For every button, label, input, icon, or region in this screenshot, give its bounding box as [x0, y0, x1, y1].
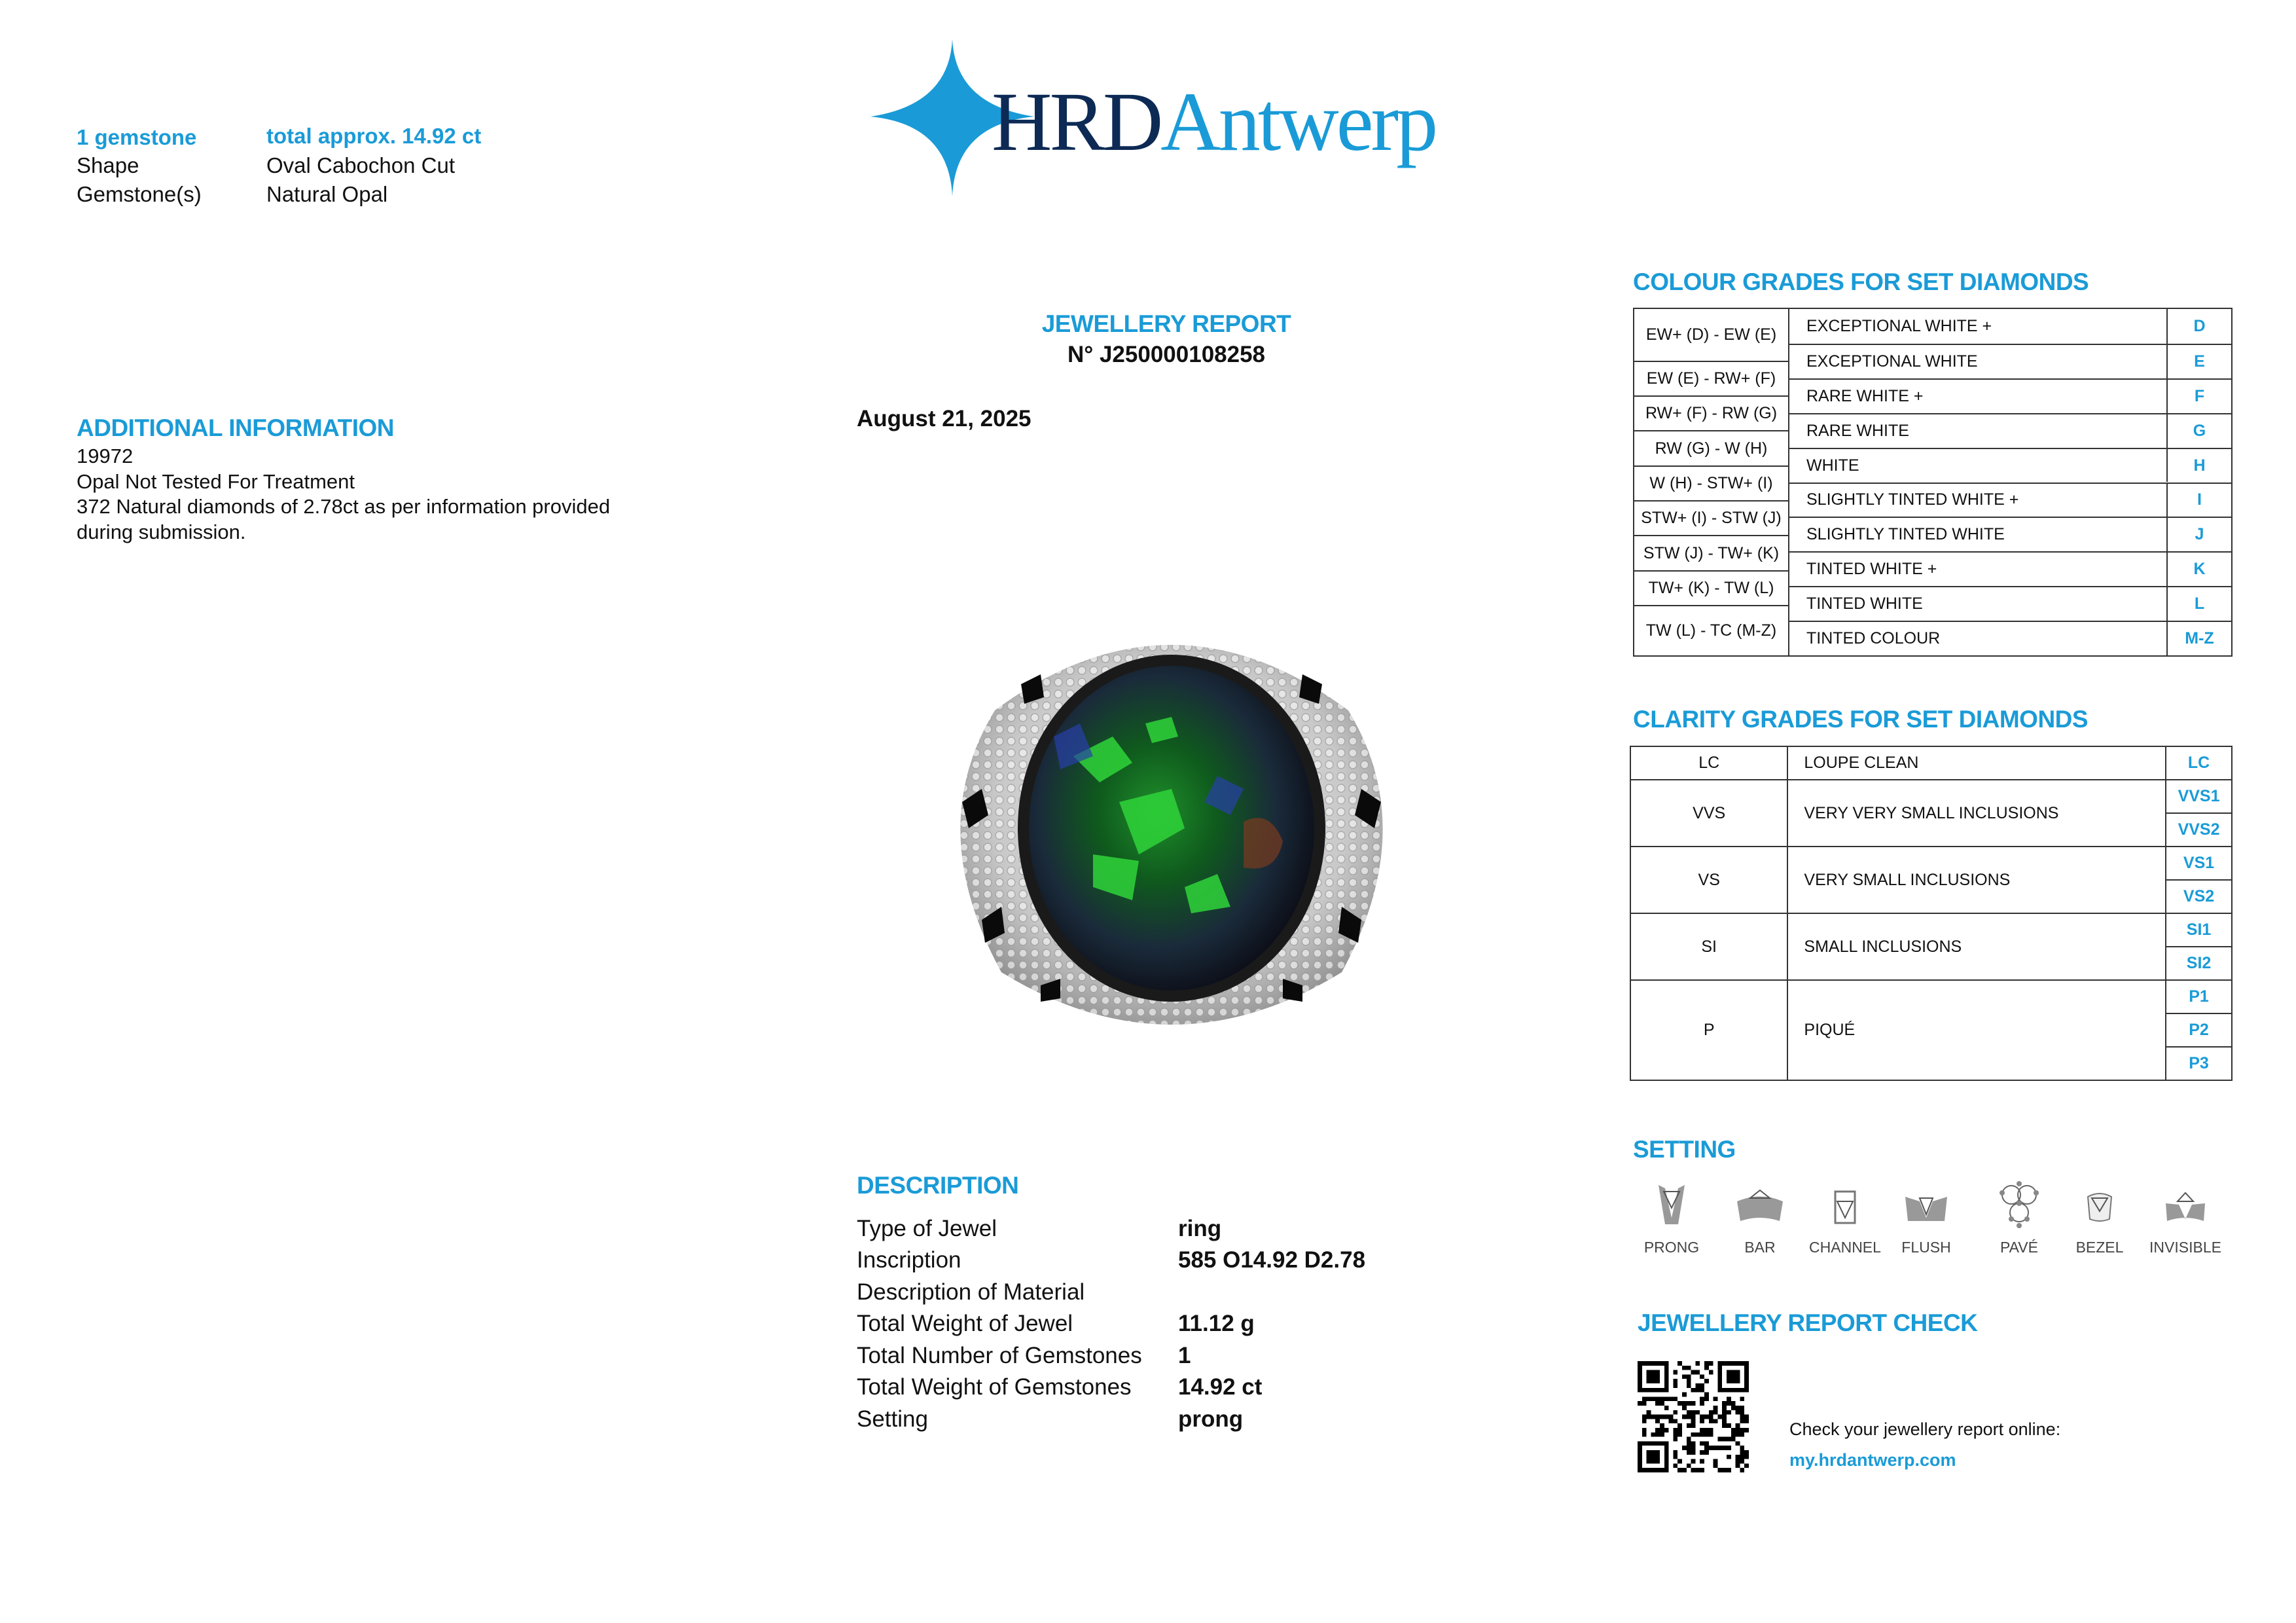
colour-grade-code: F [2168, 378, 2231, 413]
colour-grade-name: SLIGHTLY TINTED WHITE [1789, 517, 2168, 551]
setting-bezel-icon [2073, 1178, 2126, 1231]
clarity-short: LC [1630, 746, 1787, 780]
description-label: Type of Jewel [857, 1216, 997, 1241]
colour-grades-table [1633, 308, 2233, 657]
colour-grade-name: TINTED WHITE [1789, 586, 2168, 621]
gemstone-total: total approx. 14.92 ct [266, 124, 482, 148]
setting-type-pave [1980, 1178, 2058, 1256]
description-row [857, 1343, 1191, 1369]
colour-grade-code: K [2168, 551, 2231, 586]
report-check-link[interactable]: my.hrdantwerp.com [1789, 1450, 1956, 1470]
colour-range: W (H) - STW+ (I) [1634, 465, 1789, 500]
ring-photo [923, 606, 1420, 1057]
clarity-short: VVS [1630, 780, 1787, 847]
colour-grade-name: SLIGHTLY TINTED WHITE + [1789, 483, 2168, 517]
setting-bar-icon [1734, 1178, 1786, 1231]
clarity-grades-title: CLARITY GRADES FOR SET DIAMONDS [1633, 706, 2089, 733]
setting-label: PRONG [1643, 1239, 1700, 1256]
colour-grade-name: RARE WHITE [1789, 413, 2168, 448]
colour-grade-code: L [2168, 586, 2231, 621]
description-value: prong [1178, 1406, 1244, 1432]
logo-text-antwerp: Antwerp [1160, 75, 1436, 168]
description-row [857, 1374, 1263, 1400]
setting-label: BAR [1744, 1239, 1776, 1256]
description-row [857, 1247, 1366, 1273]
colour-grade-name: WHITE [1789, 448, 2168, 483]
setting-label: PAVÉ [2000, 1239, 2038, 1256]
colour-grade-name: TINTED COLOUR [1789, 621, 2168, 655]
logo-text-hrd: HRD [992, 75, 1161, 168]
shape-value: Oval Cabochon Cut [266, 153, 455, 177]
colour-range: EW+ (D) - EW (E) [1634, 309, 1789, 361]
description-row [857, 1406, 1244, 1432]
qr-code-icon [1638, 1361, 1749, 1472]
description-value: 1 [1178, 1343, 1191, 1368]
colour-grade-name: EXCEPTIONAL WHITE [1789, 344, 2168, 378]
description-row [857, 1279, 1085, 1305]
clarity-code: VVS2 [2166, 813, 2232, 847]
clarity-code: SI2 [2166, 947, 2232, 980]
clarity-name: SMALL INCLUSIONS [1787, 913, 2166, 980]
colour-grade-name: RARE WHITE + [1789, 378, 2168, 413]
colour-grade-name: TINTED WHITE + [1789, 551, 2168, 586]
setting-pave-icon [1993, 1178, 2045, 1231]
description-label: Total Number of Gemstones [857, 1343, 1142, 1368]
colour-grade-code: E [2168, 344, 2231, 378]
description-title: DESCRIPTION [857, 1172, 1019, 1199]
clarity-name: LOUPE CLEAN [1787, 746, 2166, 780]
clarity-code: P2 [2166, 1013, 2232, 1047]
clarity-code: P1 [2166, 980, 2232, 1013]
description-label: Inscription [857, 1247, 961, 1273]
description-label: Total Weight of Jewel [857, 1311, 1073, 1336]
setting-label: CHANNEL [1809, 1239, 1881, 1256]
colour-grade-code: I [2168, 483, 2231, 517]
clarity-short: P [1630, 980, 1787, 1080]
colour-grade-name: EXCEPTIONAL WHITE + [1789, 309, 2168, 344]
clarity-code: VVS1 [2166, 780, 2232, 813]
shape-label: Shape [77, 153, 139, 177]
colour-grade-code: G [2168, 413, 2231, 448]
setting-type-bezel [2060, 1178, 2139, 1256]
report-date: August 21, 2025 [857, 406, 1031, 431]
description-label: Description of Material [857, 1279, 1085, 1305]
description-label: Total Weight of Gemstones [857, 1374, 1132, 1400]
clarity-grades-table [1630, 746, 2233, 1081]
colour-grade-code: D [2193, 316, 2206, 335]
setting-title: SETTING [1633, 1136, 1736, 1163]
colour-range: TW+ (K) - TW (L) [1634, 570, 1789, 605]
colour-range: STW+ (I) - STW (J) [1634, 500, 1789, 535]
colour-range: RW (G) - W (H) [1634, 430, 1789, 465]
setting-type-channel [1806, 1178, 1884, 1256]
clarity-name: VERY VERY SMALL INCLUSIONS [1787, 780, 2166, 847]
setting-prong-icon [1645, 1178, 1698, 1231]
setting-type-prong [1632, 1178, 1711, 1256]
clarity-name: PIQUÉ [1787, 980, 2166, 1080]
report-check-text: Check your jewellery report online: [1789, 1419, 2061, 1439]
report-number: N° J250000108258 [1067, 342, 1266, 367]
info-line: during submission. [77, 520, 246, 543]
setting-channel-icon [1819, 1178, 1871, 1231]
info-line: Opal Not Tested For Treatment [77, 469, 355, 493]
clarity-name: VERY SMALL INCLUSIONS [1787, 847, 2166, 913]
colour-grade-code: M-Z [2168, 621, 2231, 655]
colour-grade-code: J [2168, 517, 2231, 551]
report-title: JEWELLERY REPORT [1041, 310, 1291, 337]
description-row [857, 1216, 1222, 1242]
setting-type-bar [1721, 1178, 1799, 1256]
description-value: 14.92 ct [1178, 1374, 1263, 1400]
colour-range: RW+ (F) - RW (G) [1634, 395, 1789, 430]
info-line: 19972 [77, 445, 134, 467]
colour-grade-code: H [2168, 448, 2231, 483]
setting-invisible-icon [2159, 1178, 2212, 1231]
colour-range: TW (L) - TC (M-Z) [1634, 605, 1789, 655]
clarity-code: VS2 [2166, 880, 2232, 913]
description-value: ring [1178, 1216, 1222, 1241]
clarity-code: LC [2166, 746, 2232, 780]
gemstone-type-value: Natural Opal [266, 182, 388, 206]
setting-type-invisible [2146, 1178, 2225, 1256]
gemstone-count: 1 gemstone [77, 125, 197, 149]
colour-range: EW (E) - RW+ (F) [1634, 361, 1789, 395]
description-label: Setting [857, 1406, 928, 1432]
colour-range: STW (J) - TW+ (K) [1634, 535, 1789, 570]
gemstone-type-label: Gemstone(s) [77, 182, 202, 206]
description-row [857, 1311, 1255, 1337]
report-check-title: JEWELLERY REPORT CHECK [1638, 1309, 1978, 1336]
clarity-short: VS [1630, 847, 1787, 913]
clarity-code: P3 [2166, 1047, 2232, 1080]
additional-info-title: ADDITIONAL INFORMATION [77, 414, 395, 441]
setting-label: BEZEL [2075, 1239, 2124, 1256]
description-value: 585 O14.92 D2.78 [1178, 1247, 1366, 1273]
clarity-code: SI1 [2166, 913, 2232, 947]
setting-type-flush [1887, 1178, 1965, 1256]
colour-grades-title: COLOUR GRADES FOR SET DIAMONDS [1633, 268, 2089, 295]
info-line: 372 Natural diamonds of 2.78ct as per information provided [77, 495, 611, 518]
clarity-code: VS1 [2166, 847, 2232, 880]
description-value: 11.12 g [1178, 1311, 1255, 1336]
setting-flush-icon [1900, 1178, 1952, 1231]
setting-label: INVISIBLE [2149, 1239, 2221, 1256]
setting-label: FLUSH [1901, 1239, 1951, 1256]
clarity-short: SI [1630, 913, 1787, 980]
